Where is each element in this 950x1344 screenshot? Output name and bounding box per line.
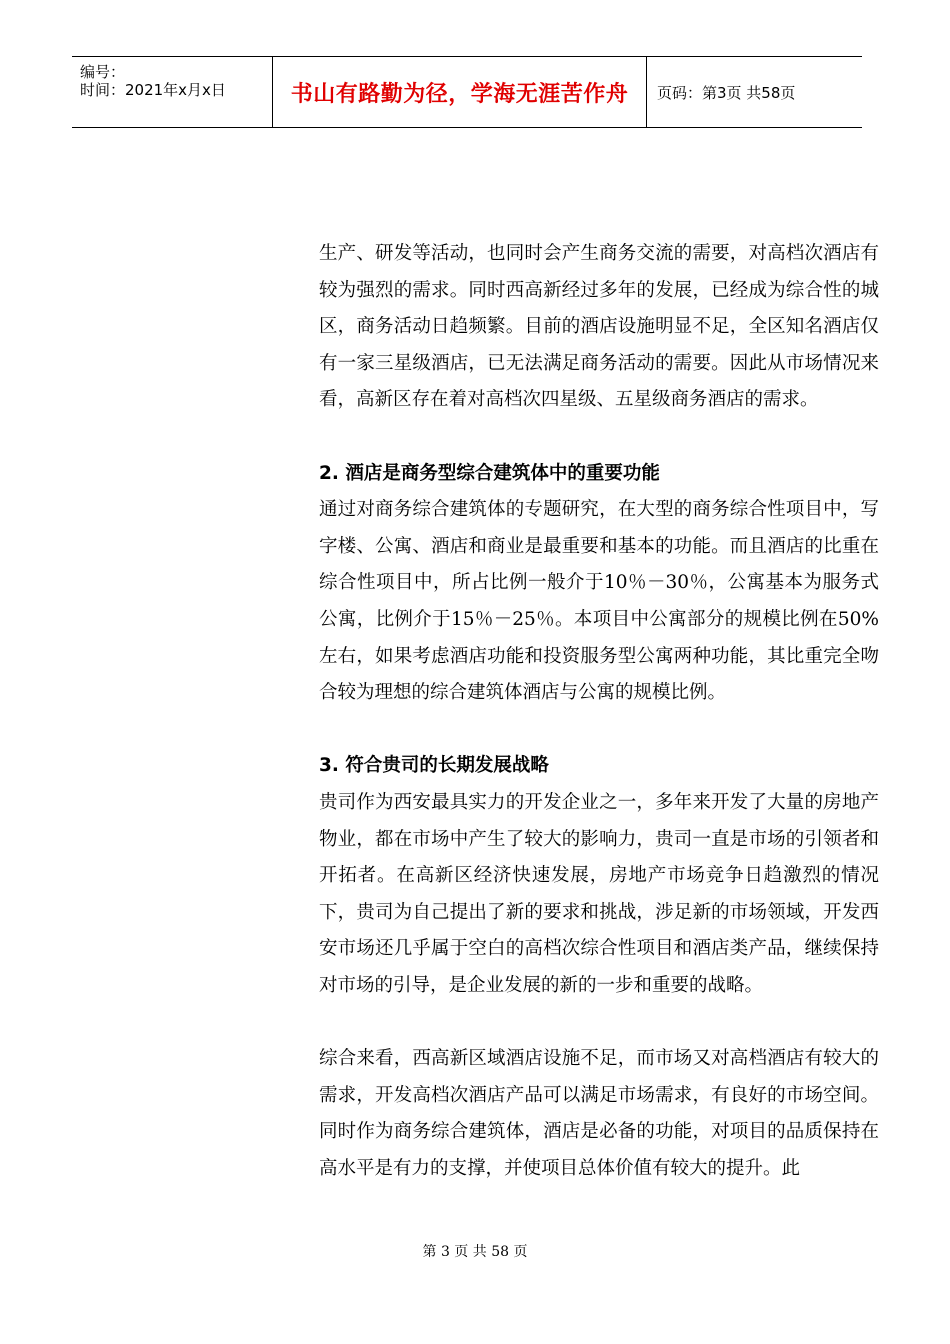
body-paragraph-1: 生产、研发等活动，也同时会产生商务交流的需要，对高档次酒店有较为强烈的需求。同时西高新经过多年的发展，已经成为综合性的城区，商务活动日趋频繁。目前的酒店设施明显不足，全区知名酒店仅有一家三星级酒店，已无法满足商务活动的需要。因此从市场情况来看，高新区存在着对高档次四星级、五星级商务酒店的需求。 xyxy=(319,243,879,411)
section-heading-3: 3. 符合贵司的长期发展战略 xyxy=(319,755,549,777)
header-motto: 书山有路勤为径，学海无涯苦作舟 xyxy=(273,57,647,127)
body-paragraph-3: 贵司作为西安最具实力的开发企业之一，多年来开发了大量的房地产物业，都在市场中产生了较大的影响力，贵司一直是市场的引领者和开拓者。在高新区经济快速发展，房地产市场竞争日趋激烈的情况下，贵司为自己提出了新的要求和挑战，涉足新的市场领域，开发西安市场还几乎属于空白的高档次综合性项目和酒店类产品，继续保持对市场的引导，是企业发展的新的一步和重要的战略。 xyxy=(319,791,879,996)
page-footer: 第 3 页 共 58 页 xyxy=(422,1244,528,1260)
page-header xyxy=(72,56,862,128)
document-number-label: 编号： xyxy=(80,63,126,81)
body-paragraph-2: 通过对商务综合建筑体的专题研究，在大型的商务综合性项目中，写字楼、公寓、酒店和商业是最重要和基本的功能。而且酒店的比重在综合性项目中，所占比例一般介于10％－30％，公寓基本为服务式公寓，比例介于15％－25％。本项目中公寓部分的规模比例在50%左右，如果考虑酒店功能和投资服务型公寓两种功能，其比重完全吻合较为理想的综合建筑体酒店与公寓的规模比例。 xyxy=(319,499,879,704)
document-time-label: 时间：2021年x月x日 xyxy=(80,81,226,99)
header-meta-cell xyxy=(72,57,273,127)
body-paragraph-4: 综合来看，西高新区域酒店设施不足，而市场又对高档酒店有较大的需求，开发高档次酒店产品可以满足市场需求，有良好的市场空间。同时作为商务综合建筑体，酒店是必备的功能，对项目的品质保持在高水平是有力的支撑，并使项目总体价值有较大的提升。此 xyxy=(319,1048,879,1179)
section-heading-2: 2. 酒店是商务型综合建筑体中的重要功能 xyxy=(319,462,660,484)
document-body xyxy=(319,236,879,1187)
header-page-info: 页码：第3页 共58页 xyxy=(657,83,796,102)
